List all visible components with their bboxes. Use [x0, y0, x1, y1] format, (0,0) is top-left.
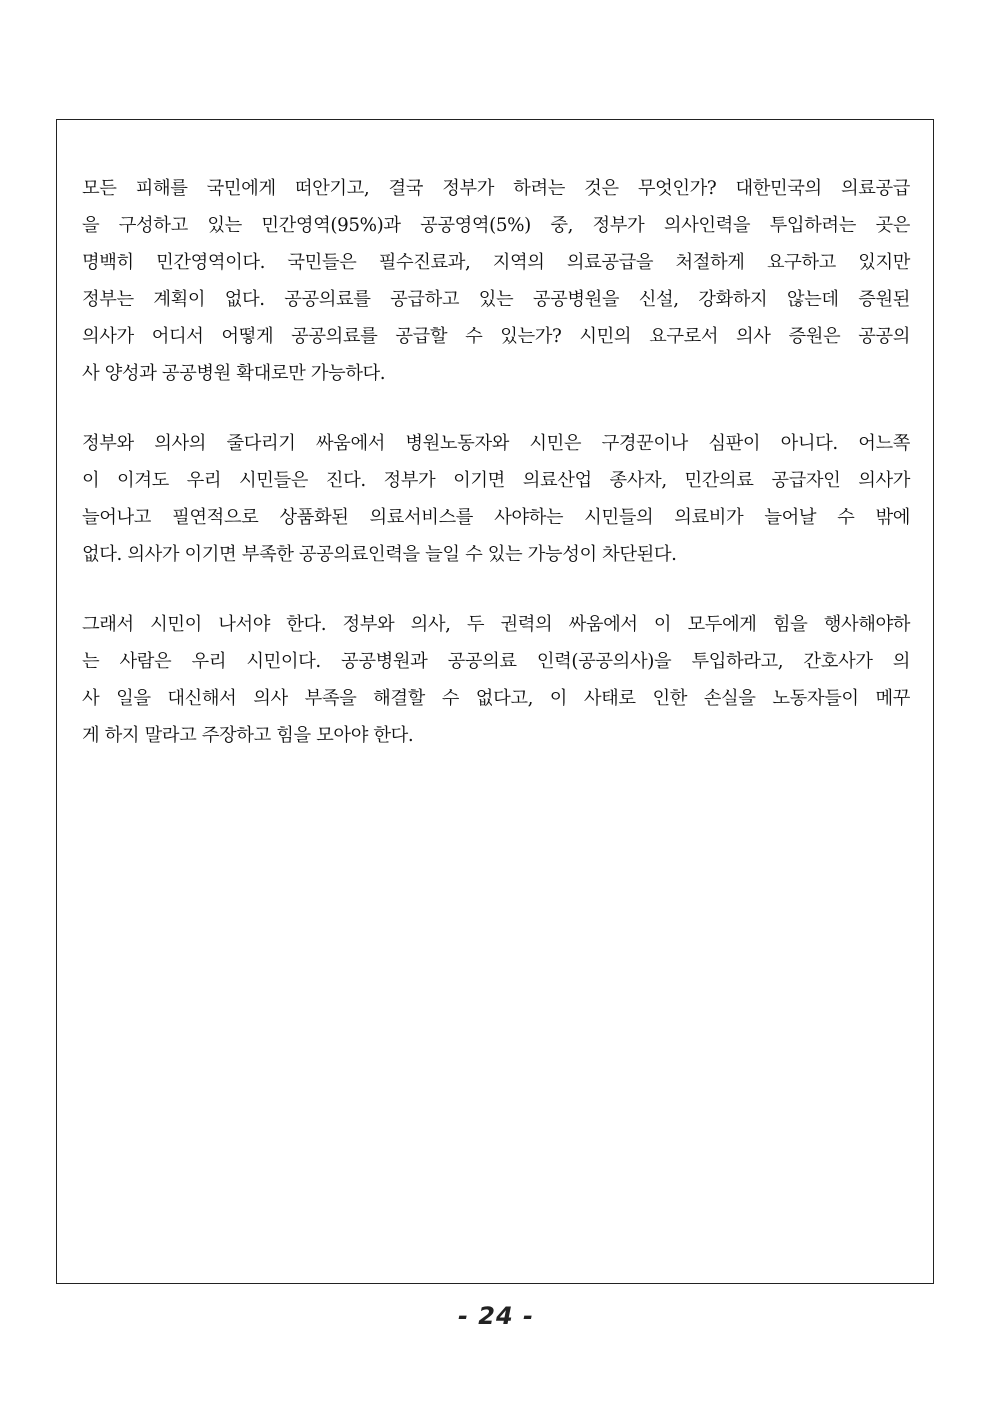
text-line: 그래서 시민이 나서야 한다. 정부와 의사, 두 권력의 싸움에서 이 모두에게 힘을 행사해야하: [82, 614, 910, 635]
text-line: 사 일을 대신해서 의사 부족을 해결할 수 없다고, 이 사태로 인한 손실을 노동자들이 메꾸: [82, 688, 910, 709]
document-body: [82, 170, 910, 787]
text-line: 명백히 민간영역이다. 국민들은 필수진료과, 지역의 의료공급을 처절하게 요구하고 있지만: [82, 252, 910, 273]
paragraph-3: [82, 606, 910, 754]
text-line: 정부는 계획이 없다. 공공의료를 공급하고 있는 공공병원을 신설, 강화하지 않는데 증원된: [82, 289, 910, 310]
text-line: 게 하지 말라고 주장하고 힘을 모아야 한다.: [82, 725, 414, 746]
content-frame: [56, 119, 934, 1284]
text-line: 는 사람은 우리 시민이다. 공공병원과 공공의료 인력(공공의사)을 투입하라고, 간호사가 의: [82, 651, 910, 672]
text-line: 을 구성하고 있는 민간영역(95%)과 공공영역(5%) 중, 정부가 의사인력을 투입하려는 곳은: [82, 215, 910, 236]
text-line: 모든 피해를 국민에게 떠안기고, 결국 정부가 하려는 것은 무엇인가? 대한민국의 의료공급: [82, 178, 910, 199]
text-line: 사 양성과 공공병원 확대로만 가능하다.: [82, 363, 386, 384]
text-line: 이 이겨도 우리 시민들은 진다. 정부가 이기면 의료산업 종사자, 민간의료 공급자인 의사가: [82, 470, 910, 491]
text-line: 의사가 어디서 어떻게 공공의료를 공급할 수 있는가? 시민의 요구로서 의사 증원은 공공의: [82, 326, 910, 347]
paragraph-2: [82, 425, 910, 573]
page-number: - 24 -: [457, 1302, 535, 1330]
text-line: 없다. 의사가 이기면 부족한 공공의료인력을 늘일 수 있는 가능성이 차단된다.: [82, 544, 677, 565]
text-line: 정부와 의사의 줄다리기 싸움에서 병원노동자와 시민은 구경꾼이나 심판이 아니다. 어느쪽: [82, 433, 910, 454]
paragraph-1: [82, 170, 910, 392]
text-line: 늘어나고 필연적으로 상품화된 의료서비스를 사야하는 시민들의 의료비가 늘어날 수 밖에: [82, 507, 910, 528]
